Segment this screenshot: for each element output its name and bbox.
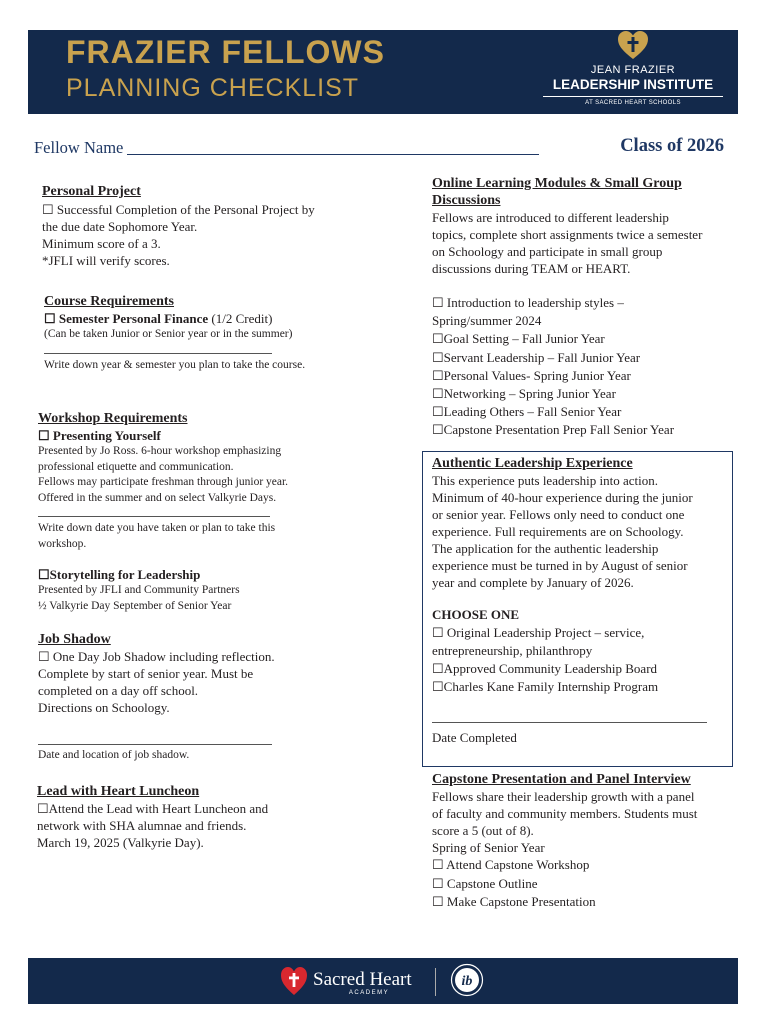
storytelling-desc: Presented by JFLI and Community Partners <box>38 584 240 596</box>
job-shadow-checkbox[interactable]: ☐ One Day Job Shadow including reflection. <box>38 649 275 664</box>
module-checkbox[interactable]: ☐Capstone Presentation Prep Fall Senior Year <box>432 422 675 438</box>
logo-divider <box>435 968 436 996</box>
module-checkbox[interactable]: ☐Networking – Spring Junior Year <box>432 386 616 402</box>
capstone-desc: Spring of Senior Year <box>432 840 545 855</box>
luncheon-text: March 19, 2025 (Valkyrie Day). <box>37 835 204 850</box>
workshop-heading: Workshop Requirements <box>38 411 188 426</box>
course-instruction: Write down year & semester you plan to take the course. <box>44 358 306 371</box>
capstone-desc: Fellows share their leadership growth with a panel <box>432 789 695 804</box>
authentic-desc: This experience puts leadership into action. <box>432 473 658 488</box>
personal-project-text: *JFLI will verify scores. <box>42 253 170 268</box>
authentic-section <box>432 456 728 746</box>
workshop-instruction: workshop. <box>38 537 87 550</box>
course-item-label: ☐ Semester Personal Finance <box>44 311 209 326</box>
workshop-desc: Fellows may participate freshman through junior year. <box>38 476 289 488</box>
ib-label: ib <box>461 974 473 989</box>
footer-banner <box>28 958 738 1004</box>
job-shadow-text: Directions on Schoology. <box>38 700 170 715</box>
module-checkbox[interactable]: ☐Leading Others – Fall Senior Year <box>432 404 622 420</box>
logo-line3: AT SACRED HEART SCHOOLS <box>585 100 681 106</box>
heart-cross-icon <box>617 30 649 60</box>
course-note: (Can be taken Junior or Senior year or in the summer) <box>44 328 293 340</box>
luncheon-text: network with SHA alumnae and friends. <box>37 818 247 833</box>
header-banner <box>28 30 738 114</box>
choose-one-label: CHOOSE ONE <box>432 607 520 622</box>
job-shadow-section <box>38 632 358 764</box>
modules-desc: topics, complete short assignments twice a semester <box>432 227 703 242</box>
fellow-name-row <box>34 138 539 158</box>
personal-project-checkbox[interactable]: ☐ Successful Completion of the Personal Project by <box>42 202 315 217</box>
modules-desc: discussions during TEAM or HEART. <box>432 261 631 276</box>
personal-project-text: Minimum score of a 3. <box>42 236 161 251</box>
job-shadow-instruction: Date and location of job shadow. <box>38 749 190 761</box>
workshop-section <box>38 411 358 614</box>
module-checkbox-cont: Spring/summer 2024 <box>432 313 542 329</box>
option-checkbox[interactable]: ☐Charles Kane Family Internship Program <box>432 679 659 694</box>
job-shadow-heading: Job Shadow <box>38 632 111 647</box>
presenting-yourself-checkbox[interactable]: ☐ Presenting Yourself <box>38 428 161 443</box>
authentic-desc: Minimum of 40-hour experience during the junior <box>432 490 693 505</box>
option-checkbox[interactable]: ☐Approved Community Leadership Board <box>432 661 658 676</box>
option-checkbox-cont: entrepreneurship, philanthropy <box>432 643 593 658</box>
personal-project-text: the due date Sophomore Year. <box>42 219 198 234</box>
fellow-name-label: Fellow Name <box>34 138 124 157</box>
workshop-desc: Presented by Jo Ross. 6-hour workshop emphasizing <box>38 445 282 457</box>
option-checkbox[interactable]: ☐ Original Leadership Project – service, <box>432 625 645 640</box>
title-line1: FRAZIER FELLOWS <box>66 34 385 70</box>
authentic-desc: experience. Full requirements are on Schoology. <box>432 524 684 539</box>
course-section <box>44 294 364 373</box>
school-sub: ACADEMY <box>348 990 390 996</box>
capstone-checkbox[interactable]: ☐ Attend Capstone Workshop <box>432 857 590 872</box>
module-checkbox[interactable]: ☐Personal Values- Spring Junior Year <box>432 367 631 383</box>
modules-desc: on Schoology and participate in small group <box>432 244 663 259</box>
module-checkbox[interactable]: ☐Goal Setting – Fall Junior Year <box>432 331 605 347</box>
modules-heading: Online Learning Modules & Small Group <box>432 176 682 191</box>
storytelling-desc: ½ Valkyrie Day September of Senior Year <box>38 599 232 612</box>
personal-project-heading: Personal Project <box>42 184 141 199</box>
sacred-heart-logo <box>280 966 450 998</box>
date-completed-label: Date Completed <box>432 730 517 745</box>
luncheon-section <box>37 784 357 851</box>
date-completed-fill-line[interactable] <box>432 712 707 723</box>
job-shadow-text: Complete by start of senior year. Must be <box>38 666 254 681</box>
workshop-desc: professional etiquette and communication. <box>38 460 234 473</box>
course-item[interactable] <box>44 310 364 327</box>
modules-desc: Fellows are introduced to different leadership <box>432 210 669 225</box>
personal-project-section <box>42 184 372 269</box>
fellow-name-field[interactable] <box>127 138 539 155</box>
workshop-desc: Offered in the summer and on select Valkyrie Days. <box>38 491 277 504</box>
course-fill-line[interactable] <box>44 343 272 354</box>
heart-cross-icon <box>280 966 308 996</box>
job-shadow-fill-line[interactable] <box>38 734 272 745</box>
authentic-desc: year and complete by January of 2026. <box>432 575 634 590</box>
module-checkbox[interactable]: ☐ Introduction to leadership styles – <box>432 295 624 310</box>
module-checkbox[interactable]: ☐Servant Leadership – Fall Junior Year <box>432 349 641 365</box>
capstone-section <box>432 772 732 912</box>
capstone-heading: Capstone Presentation and Panel Interview <box>432 772 691 787</box>
storytelling-checkbox[interactable]: ☐Storytelling for Leadership <box>38 567 201 582</box>
logo-line2: LEADERSHIP INSTITUTE <box>552 77 714 92</box>
capstone-desc: score a 5 (out of 8). <box>432 823 534 838</box>
luncheon-heading: Lead with Heart Luncheon <box>37 784 200 799</box>
job-shadow-text: completed on a day off school. <box>38 683 199 698</box>
course-item-credit: (1/2 Credit) <box>208 311 273 326</box>
authentic-desc: The application for the authentic leadership <box>432 541 659 556</box>
modules-section <box>432 175 732 440</box>
ib-logo-icon <box>450 963 484 997</box>
school-name: Sacred Heart <box>313 969 412 990</box>
capstone-checkbox[interactable]: ☐ Capstone Outline <box>432 875 538 891</box>
workshop-instruction: Write down date you have taken or plan to take this <box>38 522 276 534</box>
authentic-desc: experience must be turned in by August of senior <box>432 558 688 573</box>
luncheon-checkbox[interactable]: ☐Attend the Lead with Heart Luncheon and <box>37 801 269 816</box>
logo-line1: JEAN FRAZIER <box>590 64 676 76</box>
title-line2: PLANNING CHECKLIST <box>66 74 360 102</box>
capstone-desc: of faculty and community members. Students must <box>432 806 698 821</box>
authentic-desc: or senior year. Fellows only need to conduct one <box>432 507 685 522</box>
authentic-heading: Authentic Leadership Experience <box>432 456 633 471</box>
jfli-logo <box>538 30 728 114</box>
capstone-checkbox[interactable]: ☐ Make Capstone Presentation <box>432 894 596 909</box>
logo-divider <box>543 96 723 97</box>
class-label: Class of 2026 <box>620 136 724 156</box>
workshop-fill-line[interactable] <box>38 506 270 517</box>
modules-heading-cont: Discussions <box>432 193 501 208</box>
course-heading: Course Requirements <box>44 294 175 309</box>
